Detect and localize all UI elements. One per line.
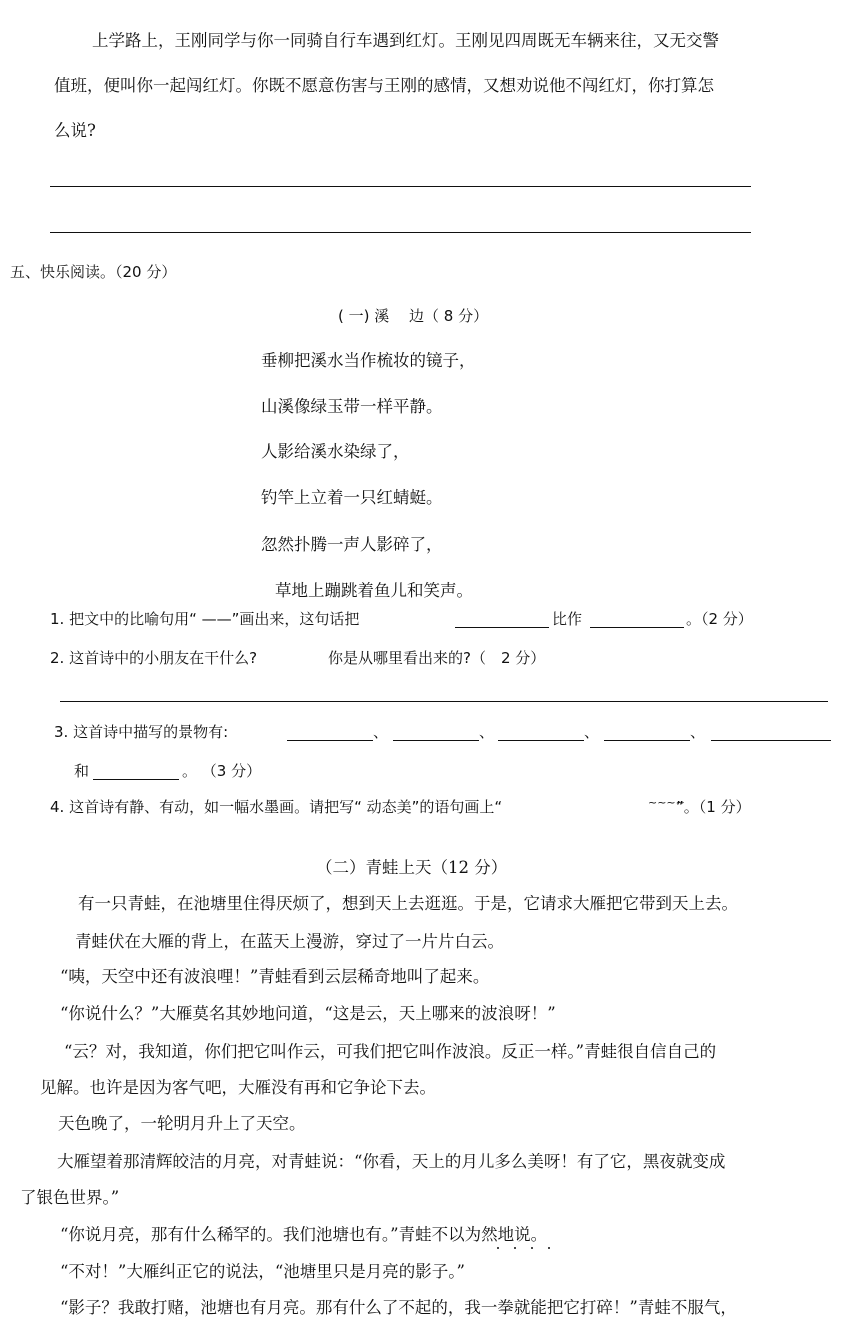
q3-sep-4: 、: [690, 723, 706, 741]
q3-end: 。 （3 分）: [182, 762, 262, 780]
poem-line-2: 山溪像绿玉带一样平静。: [261, 397, 443, 416]
poem-line-6: 草地上蹦跳着鱼儿和笑声。: [275, 581, 473, 600]
q1-blank-1[interactable]: [455, 611, 549, 628]
q3-blank-1[interactable]: [287, 724, 373, 741]
section-title: 五、快乐阅读。（20 分）: [10, 263, 177, 281]
question-1-text: 1. 把文中的比喻句用“ ——”画出来，这句话把: [50, 610, 360, 628]
story-p3: “咦，天空中还有波浪哩！”青蛙看到云层稀奇地叫了起来。: [60, 967, 490, 986]
q3-sep-3: 、: [584, 723, 600, 741]
q3-blank-6[interactable]: [93, 763, 179, 780]
q1-blank-2[interactable]: [590, 611, 684, 628]
question-1-end: 。（2 分）: [686, 610, 753, 628]
poem-line-4: 钓竿上立着一只红蜻蜓。: [261, 488, 443, 507]
answer-line-2[interactable]: [50, 232, 751, 233]
story-p8: “你说月亮，那有什么稀罕的。我们池塘也有。”青蛙不以为然地说。: [60, 1225, 548, 1244]
question-3-text: 3. 这首诗中描写的景物有:: [54, 723, 229, 741]
story-p4: “你说什么？”大雁莫名其妙地问道，“这是云，天上哪来的波浪呀！”: [60, 1004, 556, 1023]
q3-blank-2[interactable]: [393, 724, 479, 741]
intro-line-1: 上学路上，王刚同学与你一同骑自行车遇到红灯。王刚见四周既无车辆来往，又无交警: [92, 31, 719, 50]
story-p5-line2: 见解。也许是因为客气吧，大雁没有再和它争论下去。: [40, 1078, 436, 1097]
intro-line-3: 么说?: [54, 121, 96, 140]
intro-line-2: 值班，便叫你一起闯红灯。你既不愿意伤害与王刚的感情，又想劝说他不闯红灯，你打算怎: [54, 76, 714, 95]
q2-answer-line[interactable]: [60, 701, 828, 702]
story-p5-line1: “云？对，我知道，你们把它叫作云，可我们把它叫作波浪。反正一样。”青蛙很自信自己的: [64, 1042, 717, 1061]
story-p7-line2: 了银色世界。”: [20, 1188, 120, 1207]
story-p2: 青蛙伏在大雁的背上，在蓝天上漫游，穿过了一片片白云。: [75, 932, 504, 951]
poem-line-1: 垂柳把溪水当作梳妆的镜子，: [261, 351, 476, 370]
q3-blank-5[interactable]: [711, 724, 831, 741]
question-4-end: ”。（1 分）: [676, 798, 751, 816]
story-title: （二）青蛙上天（12 分）: [316, 858, 508, 877]
q3-and: 和: [74, 762, 90, 780]
question-1-mid: 比作: [552, 610, 583, 628]
story-p1: 有一只青蛙，在池塘里住得厌烦了，想到天上去逛逛。于是，它请求大雁把它带到天上去。: [78, 894, 738, 913]
q3-blank-4[interactable]: [604, 724, 690, 741]
story-p7-line1: 大雁望着那清辉皎洁的月亮，对青蛙说：“你看，天上的月儿多么美呀！有了它，黑夜就变成: [57, 1152, 726, 1171]
answer-line-1[interactable]: [50, 186, 751, 187]
poem-line-5: 忽然扑腾一声人影碎了，: [261, 535, 443, 554]
q3-blank-3[interactable]: [498, 724, 584, 741]
story-p9: “不对！”大雁纠正它的说法，“池塘里只是月亮的影子。”: [60, 1262, 465, 1281]
q3-sep-2: 、: [479, 723, 495, 741]
poem-title: ( 一) 溪 边（ 8 分）: [338, 307, 489, 325]
question-2-text: 2. 这首诗中的小朋友在干什么?: [50, 649, 258, 667]
poem-line-3: 人影给溪水染绿了，: [261, 442, 410, 461]
wavy-line-sample: ~~~~: [648, 796, 685, 809]
story-p6: 天色晚了，一轮明月升上了天空。: [58, 1114, 306, 1133]
q3-sep-1: 、: [373, 723, 389, 741]
question-4-text: 4. 这首诗有静、有动，如一幅水墨画。请把写“ 动态美”的语句画上“: [50, 798, 503, 816]
story-p10: “影子？我敢打赌，池塘也有月亮。那有什么了不起的，我一拳就能把它打碎！”青蛙不服气，: [60, 1298, 737, 1317]
question-2-sub: 你是从哪里看出来的?（ 2 分）: [328, 649, 546, 667]
